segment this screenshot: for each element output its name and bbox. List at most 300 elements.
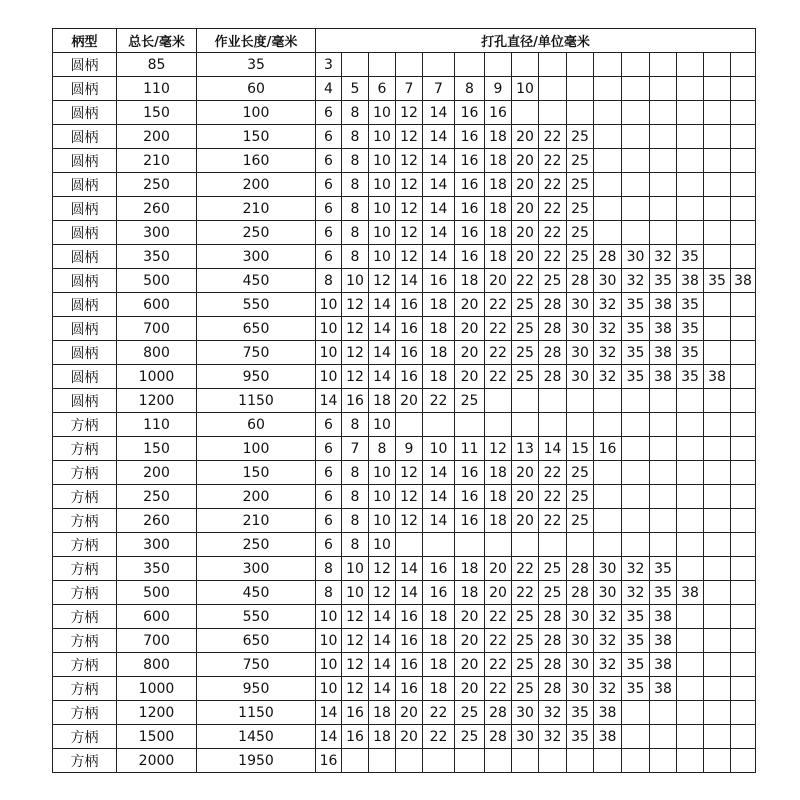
cell-drill-diameter: 38 xyxy=(650,629,677,653)
cell-drill-diameter xyxy=(512,413,539,437)
cell-drill-diameter: 18 xyxy=(485,485,512,509)
cell-drill-diameter: 38 xyxy=(677,581,704,605)
cell-drill-diameter xyxy=(677,389,704,413)
cell-drill-diameter: 28 xyxy=(485,725,512,749)
cell-drill-diameter: 22 xyxy=(539,125,567,149)
cell-drill-diameter: 30 xyxy=(594,269,622,293)
cell-drill-diameter: 16 xyxy=(316,749,342,773)
cell-drill-diameter xyxy=(650,125,677,149)
cell-drill-diameter xyxy=(650,53,677,77)
cell-drill-diameter: 12 xyxy=(396,173,423,197)
cell-total-length: 260 xyxy=(117,197,197,221)
cell-drill-diameter: 38 xyxy=(677,269,704,293)
cell-drill-diameter: 38 xyxy=(731,269,756,293)
cell-drill-diameter: 12 xyxy=(342,629,369,653)
cell-total-length: 150 xyxy=(117,437,197,461)
cell-drill-diameter xyxy=(731,749,756,773)
cell-drill-diameter: 30 xyxy=(622,245,650,269)
cell-drill-diameter: 8 xyxy=(342,461,369,485)
cell-working-length: 550 xyxy=(197,605,316,629)
cell-drill-diameter: 16 xyxy=(455,125,485,149)
cell-drill-diameter: 25 xyxy=(567,149,594,173)
cell-working-length: 150 xyxy=(197,461,316,485)
cell-drill-diameter: 12 xyxy=(396,485,423,509)
cell-drill-diameter xyxy=(704,581,731,605)
cell-drill-diameter: 20 xyxy=(512,485,539,509)
cell-handle-type: 方柄 xyxy=(53,629,117,653)
table-row xyxy=(53,293,756,317)
cell-drill-diameter: 28 xyxy=(539,341,567,365)
cell-working-length: 650 xyxy=(197,317,316,341)
cell-drill-diameter: 16 xyxy=(396,677,423,701)
cell-drill-diameter xyxy=(704,413,731,437)
cell-drill-diameter: 16 xyxy=(455,221,485,245)
cell-drill-diameter xyxy=(704,77,731,101)
cell-drill-diameter: 18 xyxy=(369,725,396,749)
table-row xyxy=(53,317,756,341)
cell-drill-diameter: 35 xyxy=(650,581,677,605)
cell-drill-diameter xyxy=(650,101,677,125)
cell-drill-diameter: 12 xyxy=(369,557,396,581)
cell-drill-diameter: 10 xyxy=(369,149,396,173)
cell-drill-diameter: 25 xyxy=(512,677,539,701)
cell-drill-diameter xyxy=(396,53,423,77)
cell-drill-diameter: 18 xyxy=(423,605,455,629)
cell-drill-diameter: 16 xyxy=(396,293,423,317)
cell-drill-diameter: 18 xyxy=(485,245,512,269)
cell-drill-diameter: 18 xyxy=(485,149,512,173)
cell-drill-diameter: 35 xyxy=(622,293,650,317)
cell-drill-diameter: 35 xyxy=(622,653,650,677)
cell-drill-diameter: 10 xyxy=(369,173,396,197)
cell-drill-diameter: 30 xyxy=(567,629,594,653)
cell-drill-diameter: 25 xyxy=(539,581,567,605)
cell-drill-diameter: 32 xyxy=(594,629,622,653)
cell-drill-diameter: 18 xyxy=(485,125,512,149)
cell-drill-diameter: 20 xyxy=(512,245,539,269)
cell-drill-diameter: 25 xyxy=(512,605,539,629)
cell-drill-diameter: 12 xyxy=(342,365,369,389)
cell-drill-diameter: 14 xyxy=(396,269,423,293)
cell-drill-diameter: 14 xyxy=(423,173,455,197)
cell-drill-diameter xyxy=(622,149,650,173)
cell-drill-diameter: 30 xyxy=(594,557,622,581)
cell-drill-diameter: 30 xyxy=(567,653,594,677)
cell-drill-diameter: 22 xyxy=(485,293,512,317)
cell-drill-diameter: 14 xyxy=(423,485,455,509)
cell-drill-diameter xyxy=(423,413,455,437)
cell-drill-diameter xyxy=(594,221,622,245)
header-total-length: 总长/毫米 xyxy=(117,29,197,53)
cell-drill-diameter: 20 xyxy=(512,173,539,197)
cell-drill-diameter: 12 xyxy=(396,197,423,221)
cell-drill-diameter: 4 xyxy=(316,77,342,101)
cell-drill-diameter: 18 xyxy=(423,317,455,341)
cell-drill-diameter: 18 xyxy=(455,581,485,605)
cell-drill-diameter: 11 xyxy=(455,437,485,461)
cell-drill-diameter: 16 xyxy=(423,269,455,293)
cell-drill-diameter: 25 xyxy=(567,485,594,509)
cell-drill-diameter: 18 xyxy=(455,269,485,293)
cell-drill-diameter xyxy=(622,725,650,749)
cell-drill-diameter: 28 xyxy=(539,293,567,317)
cell-drill-diameter: 14 xyxy=(423,101,455,125)
cell-drill-diameter: 8 xyxy=(455,77,485,101)
cell-drill-diameter: 38 xyxy=(650,365,677,389)
cell-drill-diameter: 38 xyxy=(650,317,677,341)
cell-drill-diameter: 14 xyxy=(369,629,396,653)
cell-drill-diameter: 32 xyxy=(594,341,622,365)
cell-drill-diameter: 25 xyxy=(567,245,594,269)
cell-drill-diameter: 12 xyxy=(396,245,423,269)
cell-drill-diameter xyxy=(622,461,650,485)
cell-drill-diameter xyxy=(677,461,704,485)
cell-drill-diameter xyxy=(677,77,704,101)
cell-drill-diameter: 22 xyxy=(539,485,567,509)
cell-drill-diameter: 10 xyxy=(369,413,396,437)
cell-drill-diameter: 28 xyxy=(485,701,512,725)
cell-total-length: 350 xyxy=(117,245,197,269)
cell-drill-diameter: 12 xyxy=(369,269,396,293)
cell-drill-diameter xyxy=(704,533,731,557)
cell-handle-type: 圆柄 xyxy=(53,389,117,413)
cell-drill-diameter: 8 xyxy=(342,413,369,437)
cell-drill-diameter xyxy=(594,533,622,557)
cell-drill-diameter xyxy=(485,413,512,437)
cell-drill-diameter: 35 xyxy=(622,605,650,629)
cell-drill-diameter xyxy=(731,629,756,653)
table-row xyxy=(53,605,756,629)
cell-handle-type: 方柄 xyxy=(53,581,117,605)
cell-drill-diameter: 8 xyxy=(342,509,369,533)
cell-working-length: 450 xyxy=(197,581,316,605)
cell-drill-diameter: 14 xyxy=(369,677,396,701)
cell-drill-diameter: 14 xyxy=(316,725,342,749)
cell-drill-diameter xyxy=(512,533,539,557)
cell-drill-diameter: 16 xyxy=(396,653,423,677)
cell-drill-diameter: 25 xyxy=(567,461,594,485)
cell-drill-diameter xyxy=(594,173,622,197)
cell-drill-diameter: 12 xyxy=(342,677,369,701)
cell-drill-diameter: 30 xyxy=(594,581,622,605)
cell-drill-diameter: 6 xyxy=(316,461,342,485)
cell-drill-diameter xyxy=(342,53,369,77)
cell-drill-diameter xyxy=(622,221,650,245)
cell-total-length: 300 xyxy=(117,221,197,245)
cell-drill-diameter xyxy=(594,53,622,77)
cell-drill-diameter: 30 xyxy=(567,677,594,701)
cell-working-length: 1950 xyxy=(197,749,316,773)
table-row xyxy=(53,101,756,125)
cell-drill-diameter: 16 xyxy=(396,605,423,629)
cell-drill-diameter: 25 xyxy=(512,653,539,677)
cell-drill-diameter: 16 xyxy=(423,557,455,581)
cell-drill-diameter xyxy=(677,221,704,245)
cell-drill-diameter: 10 xyxy=(316,653,342,677)
cell-drill-diameter: 22 xyxy=(539,245,567,269)
cell-drill-diameter: 20 xyxy=(455,341,485,365)
cell-total-length: 260 xyxy=(117,509,197,533)
cell-drill-diameter: 8 xyxy=(369,437,396,461)
cell-drill-diameter: 35 xyxy=(622,341,650,365)
cell-drill-diameter: 30 xyxy=(567,365,594,389)
header-handle-type: 柄型 xyxy=(53,29,117,53)
cell-drill-diameter: 18 xyxy=(485,173,512,197)
cell-drill-diameter: 20 xyxy=(455,605,485,629)
cell-drill-diameter: 22 xyxy=(539,149,567,173)
cell-drill-diameter: 6 xyxy=(316,533,342,557)
cell-drill-diameter xyxy=(704,677,731,701)
cell-drill-diameter xyxy=(731,605,756,629)
cell-drill-diameter: 16 xyxy=(455,149,485,173)
table-row xyxy=(53,677,756,701)
cell-working-length: 60 xyxy=(197,413,316,437)
cell-handle-type: 圆柄 xyxy=(53,245,117,269)
cell-drill-diameter: 18 xyxy=(485,461,512,485)
cell-drill-diameter xyxy=(512,53,539,77)
cell-drill-diameter: 22 xyxy=(512,269,539,293)
cell-drill-diameter: 20 xyxy=(485,581,512,605)
cell-drill-diameter: 20 xyxy=(455,653,485,677)
cell-drill-diameter: 6 xyxy=(316,413,342,437)
cell-total-length: 1000 xyxy=(117,365,197,389)
cell-drill-diameter: 25 xyxy=(512,317,539,341)
cell-drill-diameter: 12 xyxy=(396,509,423,533)
cell-drill-diameter xyxy=(594,389,622,413)
cell-working-length: 200 xyxy=(197,173,316,197)
cell-drill-diameter: 14 xyxy=(369,365,396,389)
cell-drill-diameter: 22 xyxy=(512,557,539,581)
table-row xyxy=(53,389,756,413)
cell-drill-diameter: 20 xyxy=(396,725,423,749)
cell-drill-diameter: 8 xyxy=(342,101,369,125)
cell-handle-type: 圆柄 xyxy=(53,341,117,365)
cell-drill-diameter: 10 xyxy=(316,677,342,701)
cell-drill-diameter: 8 xyxy=(342,533,369,557)
cell-drill-diameter: 18 xyxy=(369,701,396,725)
cell-drill-diameter: 14 xyxy=(369,317,396,341)
cell-drill-diameter: 35 xyxy=(567,701,594,725)
cell-drill-diameter xyxy=(650,437,677,461)
cell-drill-diameter: 8 xyxy=(316,269,342,293)
cell-drill-diameter: 14 xyxy=(423,221,455,245)
cell-drill-diameter: 12 xyxy=(342,293,369,317)
cell-drill-diameter: 28 xyxy=(539,653,567,677)
cell-drill-diameter xyxy=(731,533,756,557)
cell-drill-diameter: 18 xyxy=(369,389,396,413)
cell-drill-diameter xyxy=(622,533,650,557)
cell-drill-diameter: 16 xyxy=(455,461,485,485)
cell-drill-diameter: 6 xyxy=(316,221,342,245)
table-row xyxy=(53,77,756,101)
table-row xyxy=(53,413,756,437)
cell-drill-diameter: 6 xyxy=(316,173,342,197)
cell-drill-diameter xyxy=(704,173,731,197)
cell-drill-diameter: 16 xyxy=(455,101,485,125)
cell-working-length: 60 xyxy=(197,77,316,101)
cell-drill-diameter: 16 xyxy=(485,101,512,125)
cell-total-length: 210 xyxy=(117,149,197,173)
cell-drill-diameter xyxy=(567,749,594,773)
cell-drill-diameter: 16 xyxy=(396,629,423,653)
cell-drill-diameter: 6 xyxy=(369,77,396,101)
cell-drill-diameter: 30 xyxy=(567,605,594,629)
cell-drill-diameter xyxy=(650,413,677,437)
cell-drill-diameter: 6 xyxy=(316,437,342,461)
cell-drill-diameter: 16 xyxy=(396,341,423,365)
cell-drill-diameter xyxy=(650,725,677,749)
cell-drill-diameter: 18 xyxy=(485,197,512,221)
cell-drill-diameter xyxy=(731,245,756,269)
cell-handle-type: 圆柄 xyxy=(53,125,117,149)
table-row xyxy=(53,461,756,485)
cell-total-length: 1200 xyxy=(117,701,197,725)
cell-drill-diameter xyxy=(485,749,512,773)
cell-drill-diameter xyxy=(539,53,567,77)
cell-drill-diameter: 32 xyxy=(539,701,567,725)
cell-drill-diameter xyxy=(731,365,756,389)
cell-drill-diameter: 25 xyxy=(539,557,567,581)
cell-total-length: 1500 xyxy=(117,725,197,749)
table-row xyxy=(53,149,756,173)
cell-drill-diameter: 35 xyxy=(650,557,677,581)
cell-drill-diameter: 8 xyxy=(342,125,369,149)
cell-drill-diameter: 14 xyxy=(369,653,396,677)
cell-drill-diameter: 30 xyxy=(567,317,594,341)
cell-drill-diameter: 16 xyxy=(594,437,622,461)
cell-working-length: 200 xyxy=(197,485,316,509)
cell-total-length: 700 xyxy=(117,629,197,653)
cell-drill-diameter: 16 xyxy=(342,389,369,413)
cell-drill-diameter xyxy=(704,485,731,509)
cell-total-length: 500 xyxy=(117,581,197,605)
cell-drill-diameter: 32 xyxy=(622,581,650,605)
cell-drill-diameter xyxy=(731,125,756,149)
cell-drill-diameter: 35 xyxy=(677,293,704,317)
cell-drill-diameter xyxy=(396,533,423,557)
cell-drill-diameter: 10 xyxy=(369,101,396,125)
cell-drill-diameter: 38 xyxy=(704,365,731,389)
cell-drill-diameter: 16 xyxy=(455,485,485,509)
cell-handle-type: 方柄 xyxy=(53,749,117,773)
cell-drill-diameter: 10 xyxy=(316,317,342,341)
cell-handle-type: 圆柄 xyxy=(53,53,117,77)
cell-drill-diameter: 12 xyxy=(369,581,396,605)
cell-drill-diameter xyxy=(396,749,423,773)
cell-drill-diameter: 8 xyxy=(342,197,369,221)
cell-drill-diameter xyxy=(704,149,731,173)
cell-drill-diameter: 30 xyxy=(567,341,594,365)
table-row xyxy=(53,221,756,245)
cell-drill-diameter xyxy=(650,389,677,413)
cell-drill-diameter xyxy=(567,101,594,125)
cell-drill-diameter: 14 xyxy=(423,149,455,173)
cell-drill-diameter xyxy=(704,701,731,725)
cell-drill-diameter xyxy=(622,413,650,437)
cell-drill-diameter: 20 xyxy=(512,461,539,485)
cell-drill-diameter xyxy=(539,533,567,557)
table-row xyxy=(53,269,756,293)
cell-drill-diameter: 28 xyxy=(567,269,594,293)
cell-drill-diameter: 10 xyxy=(316,341,342,365)
cell-total-length: 350 xyxy=(117,557,197,581)
cell-drill-diameter xyxy=(622,701,650,725)
cell-drill-diameter: 16 xyxy=(396,317,423,341)
cell-working-length: 160 xyxy=(197,149,316,173)
cell-drill-diameter: 35 xyxy=(677,341,704,365)
cell-handle-type: 圆柄 xyxy=(53,101,117,125)
cell-drill-diameter: 22 xyxy=(485,629,512,653)
cell-total-length: 200 xyxy=(117,461,197,485)
cell-drill-diameter xyxy=(650,701,677,725)
cell-drill-diameter: 6 xyxy=(316,149,342,173)
cell-drill-diameter: 35 xyxy=(650,269,677,293)
cell-drill-diameter: 8 xyxy=(342,221,369,245)
cell-drill-diameter: 18 xyxy=(485,221,512,245)
cell-working-length: 210 xyxy=(197,197,316,221)
cell-drill-diameter: 28 xyxy=(539,629,567,653)
cell-drill-diameter xyxy=(594,749,622,773)
cell-drill-diameter: 35 xyxy=(622,365,650,389)
cell-drill-diameter xyxy=(677,605,704,629)
cell-drill-diameter xyxy=(369,749,396,773)
cell-drill-diameter: 38 xyxy=(650,341,677,365)
cell-drill-diameter: 25 xyxy=(567,173,594,197)
cell-drill-diameter: 22 xyxy=(485,365,512,389)
cell-drill-diameter: 28 xyxy=(567,581,594,605)
cell-working-length: 35 xyxy=(197,53,316,77)
cell-drill-diameter: 35 xyxy=(677,317,704,341)
cell-drill-diameter: 14 xyxy=(369,605,396,629)
cell-drill-diameter: 7 xyxy=(342,437,369,461)
cell-drill-diameter xyxy=(731,437,756,461)
cell-drill-diameter: 10 xyxy=(369,461,396,485)
cell-drill-diameter xyxy=(704,221,731,245)
cell-drill-diameter xyxy=(485,533,512,557)
cell-working-length: 250 xyxy=(197,533,316,557)
cell-drill-diameter xyxy=(704,317,731,341)
cell-drill-diameter: 22 xyxy=(485,605,512,629)
cell-drill-diameter: 12 xyxy=(396,221,423,245)
cell-drill-diameter: 25 xyxy=(567,197,594,221)
cell-drill-diameter: 35 xyxy=(622,317,650,341)
cell-total-length: 200 xyxy=(117,125,197,149)
cell-drill-diameter xyxy=(622,173,650,197)
cell-drill-diameter: 22 xyxy=(423,701,455,725)
cell-drill-diameter xyxy=(677,197,704,221)
cell-total-length: 600 xyxy=(117,605,197,629)
cell-drill-diameter: 35 xyxy=(622,677,650,701)
cell-drill-diameter: 7 xyxy=(396,77,423,101)
cell-drill-diameter: 35 xyxy=(677,245,704,269)
cell-drill-diameter xyxy=(650,221,677,245)
cell-drill-diameter xyxy=(622,749,650,773)
cell-drill-diameter: 18 xyxy=(423,629,455,653)
cell-drill-diameter: 8 xyxy=(342,149,369,173)
cell-drill-diameter: 12 xyxy=(342,605,369,629)
cell-drill-diameter xyxy=(622,125,650,149)
cell-drill-diameter: 9 xyxy=(396,437,423,461)
cell-drill-diameter xyxy=(677,749,704,773)
cell-drill-diameter xyxy=(512,749,539,773)
cell-drill-diameter: 25 xyxy=(455,389,485,413)
cell-total-length: 2000 xyxy=(117,749,197,773)
cell-drill-diameter xyxy=(677,533,704,557)
cell-drill-diameter xyxy=(704,509,731,533)
cell-drill-diameter: 25 xyxy=(567,125,594,149)
cell-drill-diameter: 22 xyxy=(423,725,455,749)
cell-total-length: 1200 xyxy=(117,389,197,413)
